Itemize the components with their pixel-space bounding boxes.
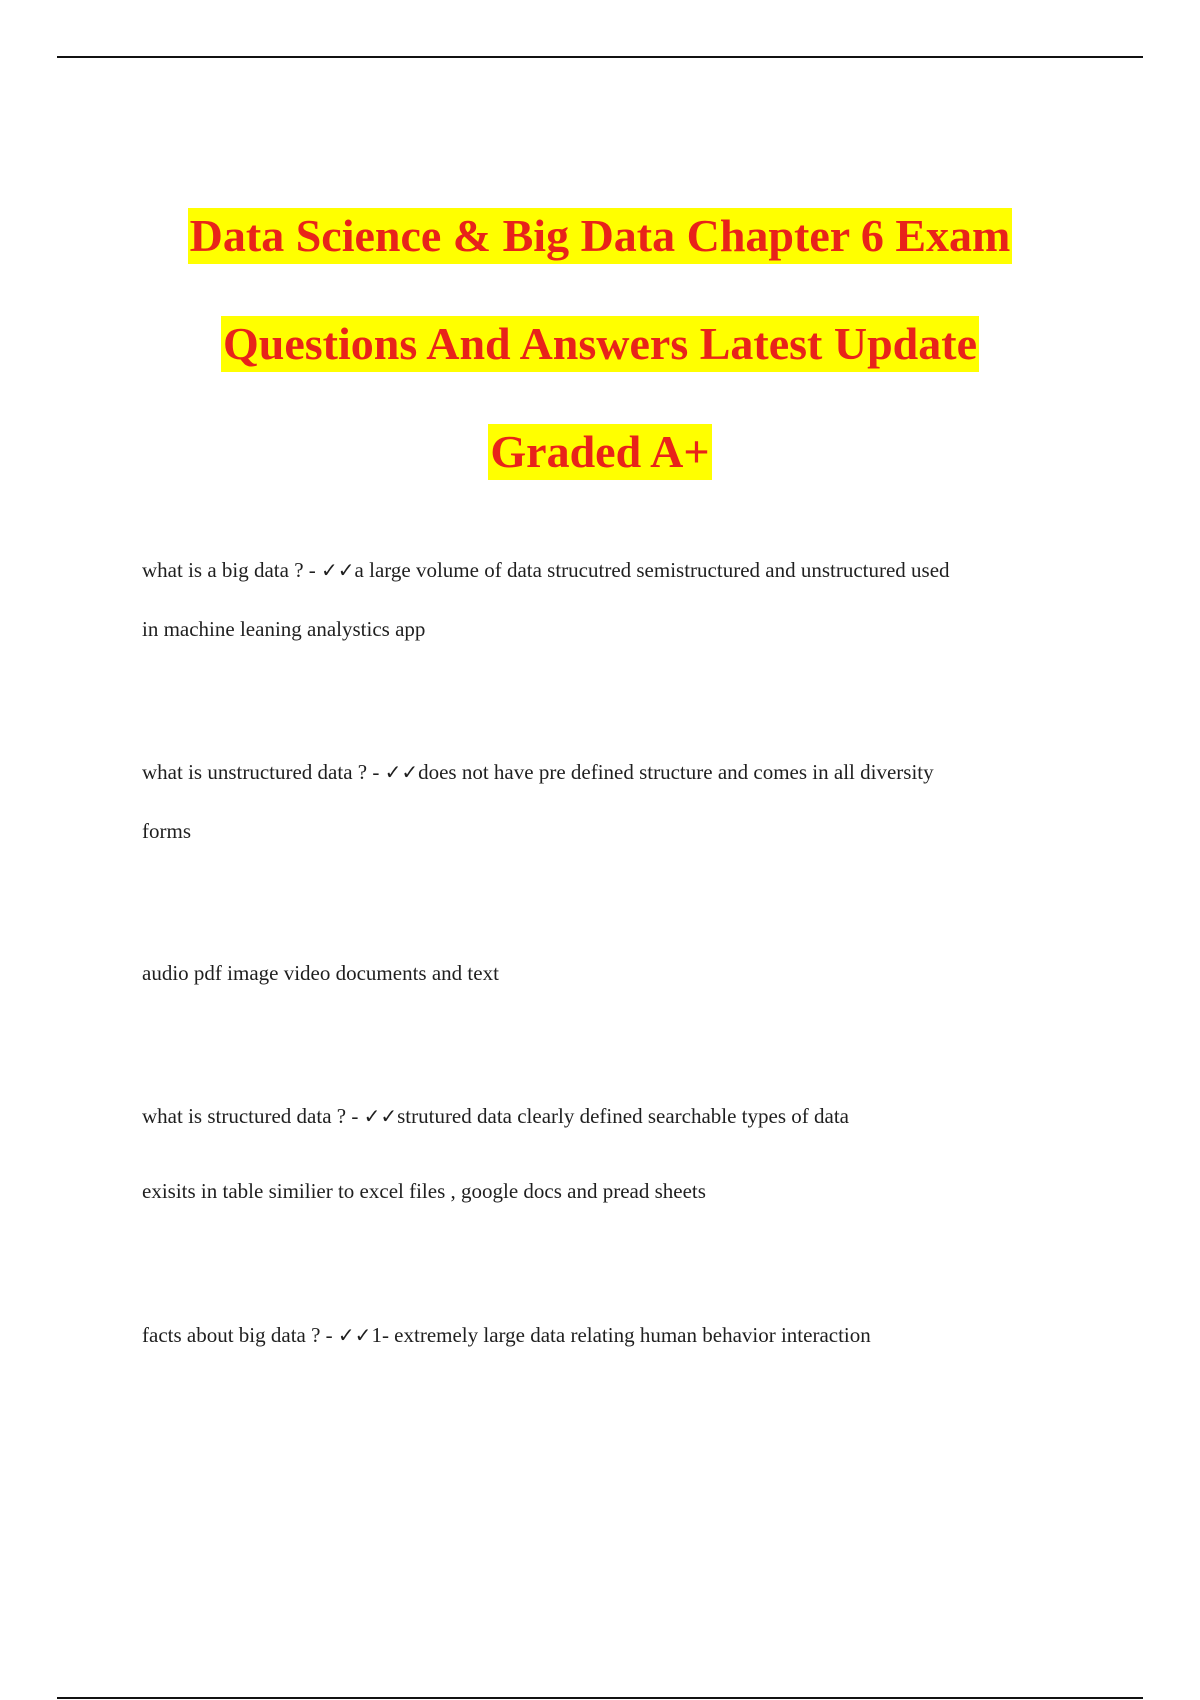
qa-3-line-2 <box>142 1179 1082 1204</box>
qa-1-line-1 <box>142 558 1082 583</box>
checkmark-icon: ✓✓ <box>363 1104 398 1128</box>
title-line-1 <box>0 208 1200 316</box>
qa-3-answer: strutured data clearly defined searchable types of data <box>397 1104 849 1128</box>
qa-2-answer-extra: audio pdf image video documents and text <box>142 961 499 985</box>
document-title <box>0 208 1200 532</box>
qa-2-line-2 <box>142 819 1082 844</box>
title-text-1: Data Science & Big Data Chapter 6 Exam <box>188 208 1013 264</box>
checkmark-icon: ✓✓ <box>384 760 419 784</box>
qa-4-answer: 1- extremely large data relating human behavior interaction <box>371 1323 871 1347</box>
bottom-rule <box>57 1697 1143 1699</box>
title-line-2 <box>0 316 1200 424</box>
qa-2-line-3 <box>142 961 1082 986</box>
title-text-2: Questions And Answers Latest Update <box>221 316 979 372</box>
checkmark-icon: ✓✓ <box>337 1323 372 1347</box>
qa-1-answer: a large volume of data strucutred semistructured and unstructured used <box>354 558 950 582</box>
qa-3-line-1 <box>142 1104 1082 1129</box>
qa-1-question: what is a big data ? - <box>142 558 322 582</box>
top-rule <box>57 56 1143 58</box>
qa-4-line-1 <box>142 1323 1082 1348</box>
qa-3-answer-cont: exisits in table similier to excel files , google docs and pread sheets <box>142 1179 706 1203</box>
title-line-3 <box>0 424 1200 532</box>
title-text-3: Graded A+ <box>488 424 711 480</box>
qa-1-answer-cont: in machine leaning analystics app <box>142 617 426 641</box>
qa-4-question: facts about big data ? - <box>142 1323 338 1347</box>
qa-2-answer-cont: forms <box>142 819 191 843</box>
qa-3-question: what is structured data ? - <box>142 1104 364 1128</box>
qa-2-answer: does not have pre defined structure and comes in all diversity <box>418 760 934 784</box>
qa-1-line-2 <box>142 617 1082 642</box>
qa-2-line-1 <box>142 760 1082 785</box>
qa-2-question: what is unstructured data ? - <box>142 760 385 784</box>
checkmark-icon: ✓✓ <box>321 558 355 582</box>
